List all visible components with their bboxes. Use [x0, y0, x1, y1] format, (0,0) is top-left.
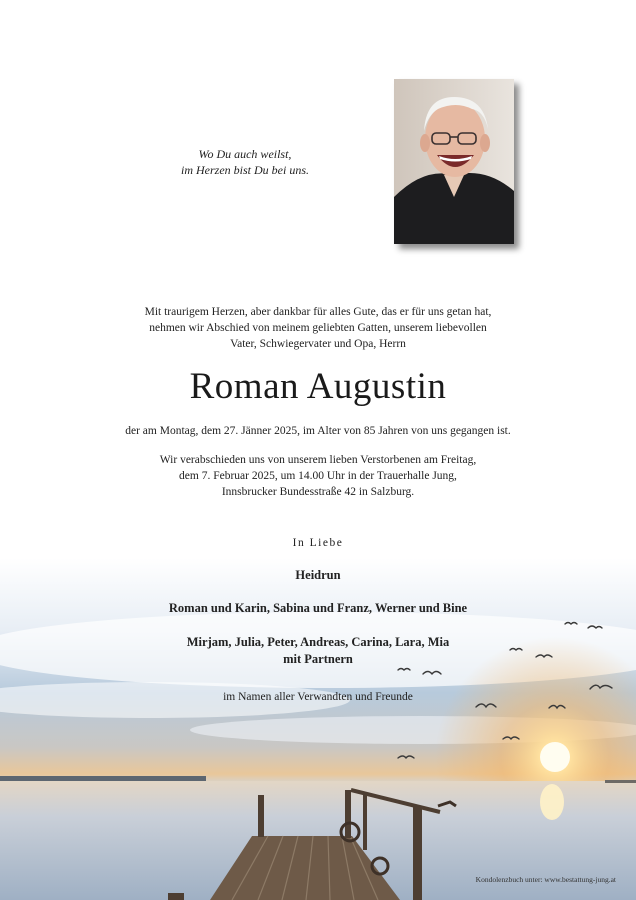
intro-line: nehmen wir Abschied von meinem geliebten Gatten, unserem liebevollen	[149, 322, 487, 334]
quote-line: Wo Du auch weilst,	[198, 147, 292, 161]
funeral-details	[60, 452, 576, 500]
death-notice: der am Montag, dem 27. Jänner 2025, im Alter von 85 Jahren von uns gegangen ist.	[125, 425, 511, 437]
funeral-line: dem 7. Februar 2025, um 14.00 Uhr in der Trauerhalle Jung,	[179, 470, 457, 482]
far-shore	[0, 776, 206, 781]
mourner-line: mit Partnern	[283, 652, 353, 666]
funeral-line: Wir verabschieden uns von unserem lieben Verstorbenen am Freitag,	[159, 454, 477, 466]
mourner-line: Roman und Karin, Sabina und Franz, Werner und Bine	[168, 601, 468, 615]
quote-line: im Herzen bist Du bei uns.	[181, 163, 309, 177]
portrait-illustration	[394, 79, 514, 244]
intro-text	[60, 304, 576, 352]
relatives-line: im Namen aller Verwandten und Freunde	[223, 691, 413, 703]
deceased-name: Roman Augustin	[189, 366, 447, 407]
mourner-group	[60, 634, 576, 668]
mourner-line: Mirjam, Julia, Peter, Andreas, Carina, Lara, Mia	[186, 635, 450, 649]
condolence-book-link[interactable]: Kondolenzbuch unter: www.bestattung-jung.at	[475, 875, 616, 884]
funeral-line: Innsbrucker Bundesstraße 42 in Salzburg.	[221, 486, 415, 498]
sun-reflection	[540, 784, 564, 820]
memorial-quote	[120, 146, 370, 178]
sun	[540, 742, 570, 772]
in-liebe-heading: In Liebe	[292, 537, 344, 549]
mourner-line: Heidrun	[295, 568, 341, 582]
portrait-photo	[394, 79, 514, 244]
intro-line: Vater, Schwiegervater und Opa, Herrn	[230, 338, 406, 350]
intro-line: Mit traurigem Herzen, aber dankbar für alles Gute, das er für uns getan hat,	[144, 306, 492, 318]
